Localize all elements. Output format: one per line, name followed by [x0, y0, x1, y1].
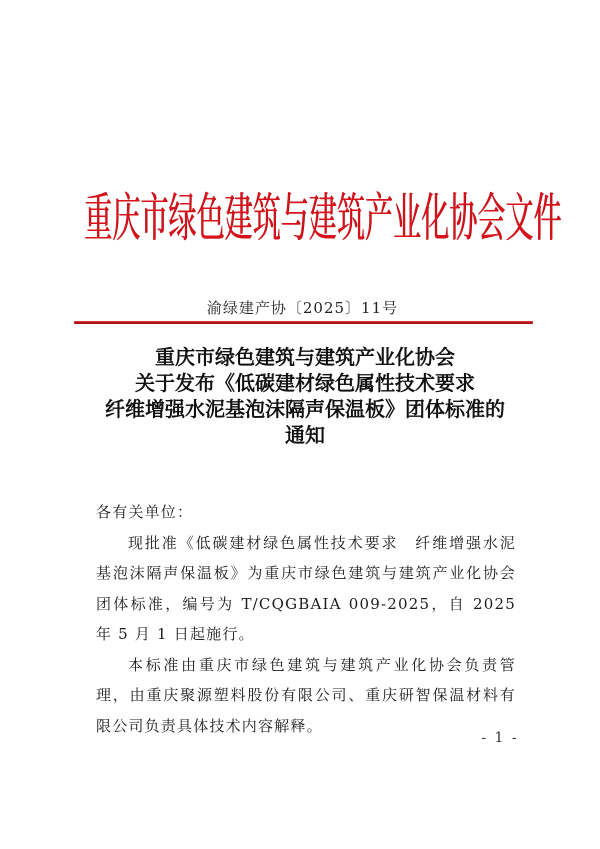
issuer-banner [84, 190, 562, 250]
notice-title [60, 344, 550, 448]
title-line-1: 重庆市绿色建筑与建筑产业化协会 [155, 345, 455, 369]
paragraph-management: 本标准由重庆市绿色建筑与建筑产业化协会负责管理，由重庆聚源塑料股份有限公司、重庆研智保温材料有限公司负责具体技术内容解释。 [96, 655, 516, 735]
paragraph-approval: 现批准《低碳建材绿色属性技术要求 纤维增强水泥基泡沫隔声保温板》为重庆市绿色建筑与建筑产业化协会团体标准，编号为 T/CQGBAIA 009-2025，自 2025 年 5 月 1 日起施行。 [96, 533, 516, 643]
red-divider-rule [74, 321, 533, 324]
notice-body [96, 497, 516, 741]
document-number: 渝绿建产协〔2025〕11号 [206, 299, 399, 317]
issuer-banner-text: 重庆市绿色建筑与建筑产业化协会文件 [84, 191, 562, 248]
salutation: 各有关单位： [96, 503, 194, 521]
page-number: - 1 - [481, 730, 519, 746]
title-line-2: 关于发布《低碳建材绿色属性技术要求 [135, 371, 475, 395]
title-line-4: 通知 [285, 423, 325, 447]
title-line-3: 纤维增强水泥基泡沫隔声保温板》团体标准的 [105, 397, 505, 421]
